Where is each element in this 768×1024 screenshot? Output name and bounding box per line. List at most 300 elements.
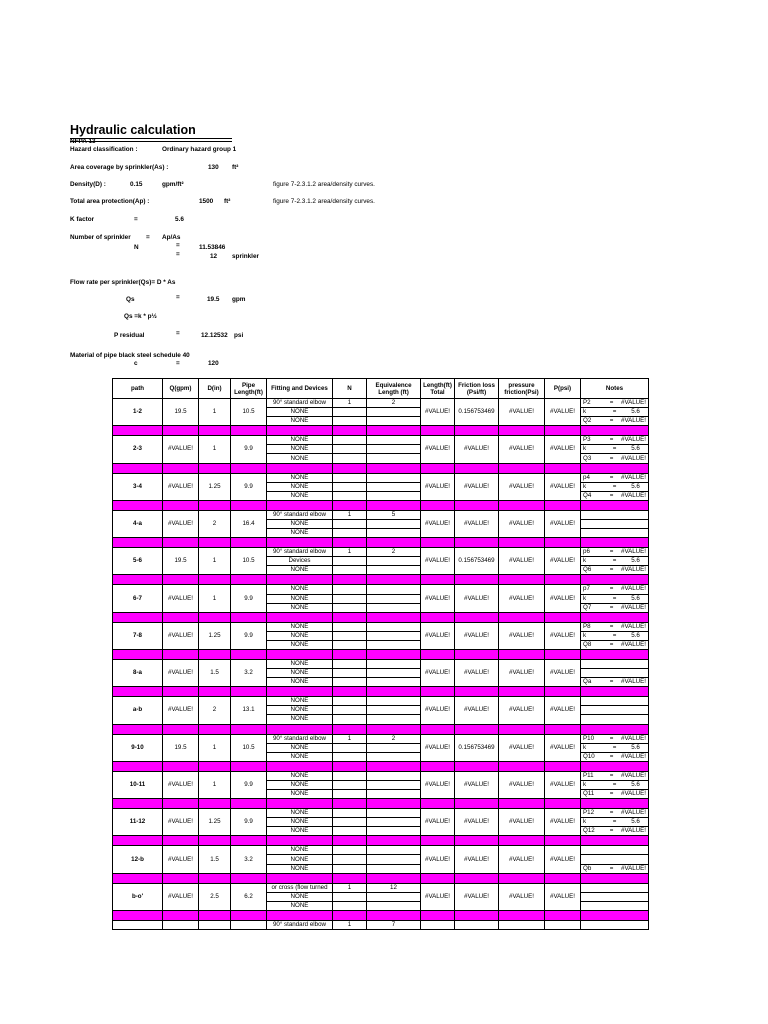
notes-value: #VALUE! — [621, 678, 646, 686]
band-cell — [545, 836, 581, 846]
notes-equals: = — [609, 548, 614, 556]
fitting-count-cell — [333, 752, 367, 761]
notes-value: #VALUE! — [621, 436, 646, 444]
pressure-cell: #VALUE! — [545, 734, 581, 761]
band-cell — [267, 761, 333, 771]
pressure-friction-cell: #VALUE! — [499, 548, 545, 575]
band-cell — [199, 538, 231, 548]
band-cell — [199, 687, 231, 697]
band-cell — [367, 836, 421, 846]
notes-equals: = — [609, 473, 614, 481]
flow-cell: #VALUE! — [163, 659, 199, 686]
notes-value: 5.6 — [631, 594, 640, 602]
notes-cell — [581, 752, 649, 761]
notes-cell — [581, 585, 649, 594]
n-equals-1: = — [176, 242, 180, 249]
equivalent-length-cell — [367, 473, 421, 482]
band-cell — [333, 575, 367, 585]
separator-band — [113, 426, 649, 436]
pressure-residual-label: P residual — [114, 332, 145, 339]
notes-symbol: k — [583, 818, 587, 826]
pipe-length-cell: 9.9 — [231, 771, 267, 798]
separator-band — [113, 873, 649, 883]
notes-entry — [581, 641, 648, 649]
band-cell — [267, 500, 333, 510]
num-sprinkler-formula: Ap/As — [162, 234, 181, 241]
notes-equals: = — [609, 491, 614, 499]
pipe-length-cell: 6.2 — [231, 883, 267, 910]
column-header: Length(ft) Total — [421, 379, 455, 399]
equivalent-length-cell — [367, 697, 421, 706]
fitting-cell: NONE — [267, 594, 333, 603]
fitting-count-cell: 1 — [333, 920, 367, 929]
fitting-count-cell: 1 — [333, 883, 367, 892]
notes-entry — [581, 623, 648, 631]
band-cell — [581, 687, 649, 697]
n-label: N — [134, 244, 139, 251]
fitting-cell: NONE — [267, 603, 333, 612]
equivalent-length-cell — [367, 445, 421, 454]
notes-entry — [581, 604, 648, 612]
fitting-cell: NONE — [267, 408, 333, 417]
band-cell — [545, 761, 581, 771]
fitting-cell: NONE — [267, 678, 333, 687]
separator-band — [113, 538, 649, 548]
friction-loss-cell: 0.156753469 — [455, 399, 499, 426]
equivalent-length-cell — [367, 622, 421, 631]
friction-loss-cell: #VALUE! — [455, 473, 499, 500]
separator-band — [113, 500, 649, 510]
notes-equals: = — [609, 790, 614, 798]
band-cell — [199, 873, 231, 883]
notes-symbol: Q4 — [583, 491, 592, 499]
flow-cell: #VALUE! — [163, 436, 199, 463]
fitting-count-cell — [333, 715, 367, 724]
band-cell — [421, 426, 455, 436]
band-cell — [499, 873, 545, 883]
notes-entry — [581, 735, 648, 743]
fitting-cell: NONE — [267, 892, 333, 901]
diameter-cell: 2.5 — [199, 883, 231, 910]
fitting-cell: NONE — [267, 640, 333, 649]
friction-loss-cell: 0.156753469 — [455, 734, 499, 761]
band-cell — [581, 761, 649, 771]
equivalent-length-cell: 12 — [367, 883, 421, 892]
pressure-friction-cell: #VALUE! — [499, 697, 545, 724]
band-cell — [499, 500, 545, 510]
total-length-cell: #VALUE! — [421, 585, 455, 612]
notes-value: #VALUE! — [621, 603, 646, 611]
band-cell — [199, 575, 231, 585]
band-cell — [333, 910, 367, 920]
table-row — [113, 771, 649, 780]
notes-cell — [581, 436, 649, 445]
notes-cell — [581, 566, 649, 575]
band-cell — [421, 463, 455, 473]
density-unit: gpm/ft² — [162, 181, 184, 188]
band-cell — [367, 873, 421, 883]
pressure-cell: #VALUE! — [545, 548, 581, 575]
notes-entry — [581, 827, 648, 835]
friction-loss-cell: #VALUE! — [455, 697, 499, 724]
table-row — [113, 920, 649, 929]
band-cell — [421, 910, 455, 920]
pipe-length-cell: 3.2 — [231, 846, 267, 873]
path-cell: 3-4 — [113, 473, 163, 500]
fitting-cell: NONE — [267, 901, 333, 910]
notes-value: #VALUE! — [621, 454, 646, 462]
path-cell: b-o' — [113, 883, 163, 910]
notes-symbol: P8 — [583, 622, 591, 630]
notes-value: 5.6 — [631, 557, 640, 565]
fitting-count-cell — [333, 529, 367, 538]
flow-cell: #VALUE! — [163, 697, 199, 724]
column-header: Friction loss (Psi/ft) — [455, 379, 499, 399]
fitting-cell: Devices — [267, 557, 333, 566]
total-area-unit: ft² — [224, 198, 231, 205]
fitting-cell: NONE — [267, 631, 333, 640]
band-cell — [367, 463, 421, 473]
band-cell — [267, 724, 333, 734]
notes-value: 5.6 — [631, 408, 640, 416]
band-cell — [113, 687, 163, 697]
kfactor-value: 5.6 — [175, 216, 184, 223]
fitting-cell: NONE — [267, 417, 333, 426]
table-row — [113, 548, 649, 557]
path-cell: 12-b — [113, 846, 163, 873]
equivalent-length-cell — [367, 519, 421, 528]
path-cell: 2-3 — [113, 436, 163, 463]
fitting-count-cell — [333, 892, 367, 901]
notes-value: #VALUE! — [621, 473, 646, 481]
friction-loss-cell: #VALUE! — [455, 659, 499, 686]
notes-entry — [581, 585, 648, 593]
band-cell — [455, 612, 499, 622]
band-cell — [199, 799, 231, 809]
density-value: 0.15 — [130, 181, 143, 188]
notes-cell — [581, 827, 649, 836]
notes-value: #VALUE! — [621, 752, 646, 760]
fitting-cell: NONE — [267, 697, 333, 706]
notes-equals: = — [609, 734, 614, 742]
c-equals: = — [176, 360, 180, 367]
diameter-cell: 1 — [199, 734, 231, 761]
total-length-cell: #VALUE! — [421, 846, 455, 873]
band-cell — [163, 799, 199, 809]
table-row — [113, 734, 649, 743]
band-cell — [163, 910, 199, 920]
total-length-cell: #VALUE! — [421, 697, 455, 724]
path-cell: 7-8 — [113, 622, 163, 649]
total-length-cell: #VALUE! — [421, 473, 455, 500]
flow-cell: #VALUE! — [163, 473, 199, 500]
band-cell — [581, 836, 649, 846]
band-cell — [499, 687, 545, 697]
fitting-count-cell — [333, 780, 367, 789]
pressure-cell: #VALUE! — [545, 846, 581, 873]
column-header: P(psi) — [545, 379, 581, 399]
fitting-count-cell — [333, 519, 367, 528]
equivalent-length-cell — [367, 827, 421, 836]
qs-label: Qs — [126, 296, 135, 303]
notes-cell — [581, 818, 649, 827]
path-cell: 8-a — [113, 659, 163, 686]
band-cell — [499, 612, 545, 622]
band-cell — [231, 799, 267, 809]
equivalent-length-cell — [367, 436, 421, 445]
table-body — [113, 399, 649, 930]
notes-equals: = — [609, 752, 614, 760]
table-row — [113, 846, 649, 855]
band-cell — [163, 463, 199, 473]
path-cell: 10-11 — [113, 771, 163, 798]
pressure-residual-value: 12.12532 — [201, 332, 228, 339]
notes-entry — [581, 809, 648, 817]
notes-cell — [581, 529, 649, 538]
band-cell — [199, 463, 231, 473]
band-cell — [163, 724, 199, 734]
band-cell — [163, 873, 199, 883]
band-cell — [199, 612, 231, 622]
band-cell — [333, 836, 367, 846]
band-cell — [333, 799, 367, 809]
pressure-cell: #VALUE! — [545, 883, 581, 910]
fitting-count-cell — [333, 771, 367, 780]
fitting-cell: NONE — [267, 771, 333, 780]
band-cell — [163, 761, 199, 771]
band-cell — [499, 761, 545, 771]
notes-entry — [581, 678, 648, 686]
band-cell — [267, 836, 333, 846]
equivalent-length-cell — [367, 846, 421, 855]
notes-equals: = — [609, 809, 614, 817]
fitting-count-cell — [333, 473, 367, 482]
fitting-count-cell — [333, 482, 367, 491]
band-cell — [581, 649, 649, 659]
band-cell — [113, 910, 163, 920]
equivalent-length-cell — [367, 864, 421, 873]
empty-cell — [581, 920, 649, 929]
total-area-note: figure 7-2.3.1.2 area/density curves. — [273, 198, 375, 205]
fitting-cell: NONE — [267, 454, 333, 463]
band-cell — [421, 687, 455, 697]
band-cell — [499, 649, 545, 659]
band-cell — [581, 910, 649, 920]
band-cell — [581, 538, 649, 548]
notes-cell — [581, 640, 649, 649]
path-cell: 1-2 — [113, 399, 163, 426]
notes-entry — [581, 595, 648, 603]
band-cell — [333, 873, 367, 883]
band-cell — [545, 463, 581, 473]
fitting-count-cell — [333, 846, 367, 855]
fitting-count-cell: 1 — [333, 510, 367, 519]
separator-band — [113, 799, 649, 809]
qs-value: 19.5 — [207, 296, 220, 303]
band-cell — [199, 426, 231, 436]
band-cell — [267, 649, 333, 659]
notes-equals: = — [612, 445, 617, 453]
notes-equals: = — [612, 594, 617, 602]
band-cell — [113, 836, 163, 846]
equivalent-length-cell — [367, 585, 421, 594]
band-cell — [455, 724, 499, 734]
equivalent-length-cell — [367, 594, 421, 603]
notes-cell — [581, 659, 649, 668]
band-cell — [333, 724, 367, 734]
pipe-length-cell: 9.9 — [231, 622, 267, 649]
table-row — [113, 883, 649, 892]
band-cell — [113, 538, 163, 548]
fitting-count-cell — [333, 491, 367, 500]
total-length-cell: #VALUE! — [421, 734, 455, 761]
notes-symbol: k — [583, 594, 587, 602]
area-coverage-label: Area coverage by sprinkler(As) : — [70, 164, 169, 171]
friction-loss-cell: 0.156753469 — [455, 548, 499, 575]
pressure-cell: #VALUE! — [545, 399, 581, 426]
band-cell — [545, 724, 581, 734]
total-length-cell: #VALUE! — [421, 548, 455, 575]
equivalent-length-cell — [367, 669, 421, 678]
fitting-cell: NONE — [267, 445, 333, 454]
notes-value: #VALUE! — [621, 417, 646, 425]
band-cell — [113, 612, 163, 622]
band-cell — [545, 612, 581, 622]
fitting-count-cell: 1 — [333, 399, 367, 408]
notes-symbol: Q8 — [583, 640, 592, 648]
table-row — [113, 697, 649, 706]
pipe-length-cell: 9.9 — [231, 585, 267, 612]
band-cell — [545, 910, 581, 920]
notes-equals: = — [609, 566, 614, 574]
notes-symbol: k — [583, 780, 587, 788]
notes-cell — [581, 482, 649, 491]
equivalent-length-cell — [367, 901, 421, 910]
diameter-cell: 1.25 — [199, 473, 231, 500]
equivalent-length-cell — [367, 715, 421, 724]
friction-loss-cell: #VALUE! — [455, 809, 499, 836]
notes-entry — [581, 744, 648, 752]
band-cell — [163, 649, 199, 659]
notes-equals: = — [612, 818, 617, 826]
qs-equals: = — [176, 294, 180, 301]
pressure-friction-cell: #VALUE! — [499, 510, 545, 537]
total-length-cell: #VALUE! — [421, 510, 455, 537]
band-cell — [199, 649, 231, 659]
notes-entry — [581, 772, 648, 780]
equivalent-length-cell — [367, 706, 421, 715]
fitting-cell: NONE — [267, 566, 333, 575]
qs-unit: gpm — [232, 296, 246, 303]
diameter-cell: 2 — [199, 510, 231, 537]
qs-formula: Qs =k * p½ — [124, 313, 157, 320]
band-cell — [421, 649, 455, 659]
notes-value: 5.6 — [631, 482, 640, 490]
band-cell — [231, 836, 267, 846]
band-cell — [367, 538, 421, 548]
notes-value: #VALUE! — [621, 734, 646, 742]
flow-cell: 19.5 — [163, 734, 199, 761]
notes-equals: = — [609, 640, 614, 648]
fitting-count-cell — [333, 445, 367, 454]
notes-cell — [581, 743, 649, 752]
notes-equals: = — [609, 827, 614, 835]
page-title: Hydraulic calculation — [70, 123, 196, 137]
band-cell — [455, 799, 499, 809]
band-cell — [267, 426, 333, 436]
num-sprinkler-equals: = — [146, 234, 150, 241]
notes-cell — [581, 631, 649, 640]
notes-entry — [581, 632, 648, 640]
diameter-cell: 1.5 — [199, 659, 231, 686]
empty-cell — [421, 920, 455, 929]
table-row — [113, 399, 649, 408]
fitting-count-cell — [333, 640, 367, 649]
notes-entry — [581, 445, 648, 453]
fitting-cell: 90° standard elbow — [267, 734, 333, 743]
fitting-cell: NONE — [267, 809, 333, 818]
notes-equals: = — [612, 631, 617, 639]
pipe-length-cell: 9.9 — [231, 809, 267, 836]
kfactor-equals: = — [134, 216, 138, 223]
pressure-cell: #VALUE! — [545, 510, 581, 537]
pressure-cell: #VALUE! — [545, 585, 581, 612]
pipe-length-cell: 10.5 — [231, 399, 267, 426]
fitting-cell: NONE — [267, 818, 333, 827]
equivalent-length-cell — [367, 529, 421, 538]
notes-symbol: Q2 — [583, 417, 592, 425]
notes-cell — [581, 519, 649, 528]
band-cell — [231, 500, 267, 510]
band-cell — [113, 500, 163, 510]
band-cell — [367, 761, 421, 771]
equivalent-length-cell — [367, 454, 421, 463]
pressure-friction-cell: #VALUE! — [499, 846, 545, 873]
fitting-cell: NONE — [267, 519, 333, 528]
table-row — [113, 585, 649, 594]
notes-symbol: P11 — [583, 771, 594, 779]
fitting-cell: NONE — [267, 622, 333, 631]
fitting-cell: NONE — [267, 491, 333, 500]
notes-entry — [581, 417, 648, 425]
density-label: Density(D) : — [70, 181, 106, 188]
notes-cell — [581, 622, 649, 631]
notes-cell — [581, 594, 649, 603]
band-cell — [113, 724, 163, 734]
band-cell — [333, 538, 367, 548]
notes-cell — [581, 706, 649, 715]
notes-value: #VALUE! — [621, 585, 646, 593]
fitting-cell: 90° standard elbow — [267, 548, 333, 557]
num-sprinkler-label: Number of sprinkler — [70, 234, 131, 241]
band-cell — [231, 426, 267, 436]
band-cell — [367, 687, 421, 697]
fitting-count-cell — [333, 585, 367, 594]
fitting-cell: NONE — [267, 743, 333, 752]
notes-cell — [581, 491, 649, 500]
band-cell — [163, 500, 199, 510]
total-length-cell: #VALUE! — [421, 809, 455, 836]
band-cell — [455, 538, 499, 548]
band-cell — [581, 500, 649, 510]
band-cell — [333, 761, 367, 771]
table-row — [113, 510, 649, 519]
empty-cell — [499, 920, 545, 929]
notes-equals: = — [609, 678, 614, 686]
fitting-count-cell — [333, 659, 367, 668]
pressure-friction-cell: #VALUE! — [499, 659, 545, 686]
notes-cell — [581, 883, 649, 892]
